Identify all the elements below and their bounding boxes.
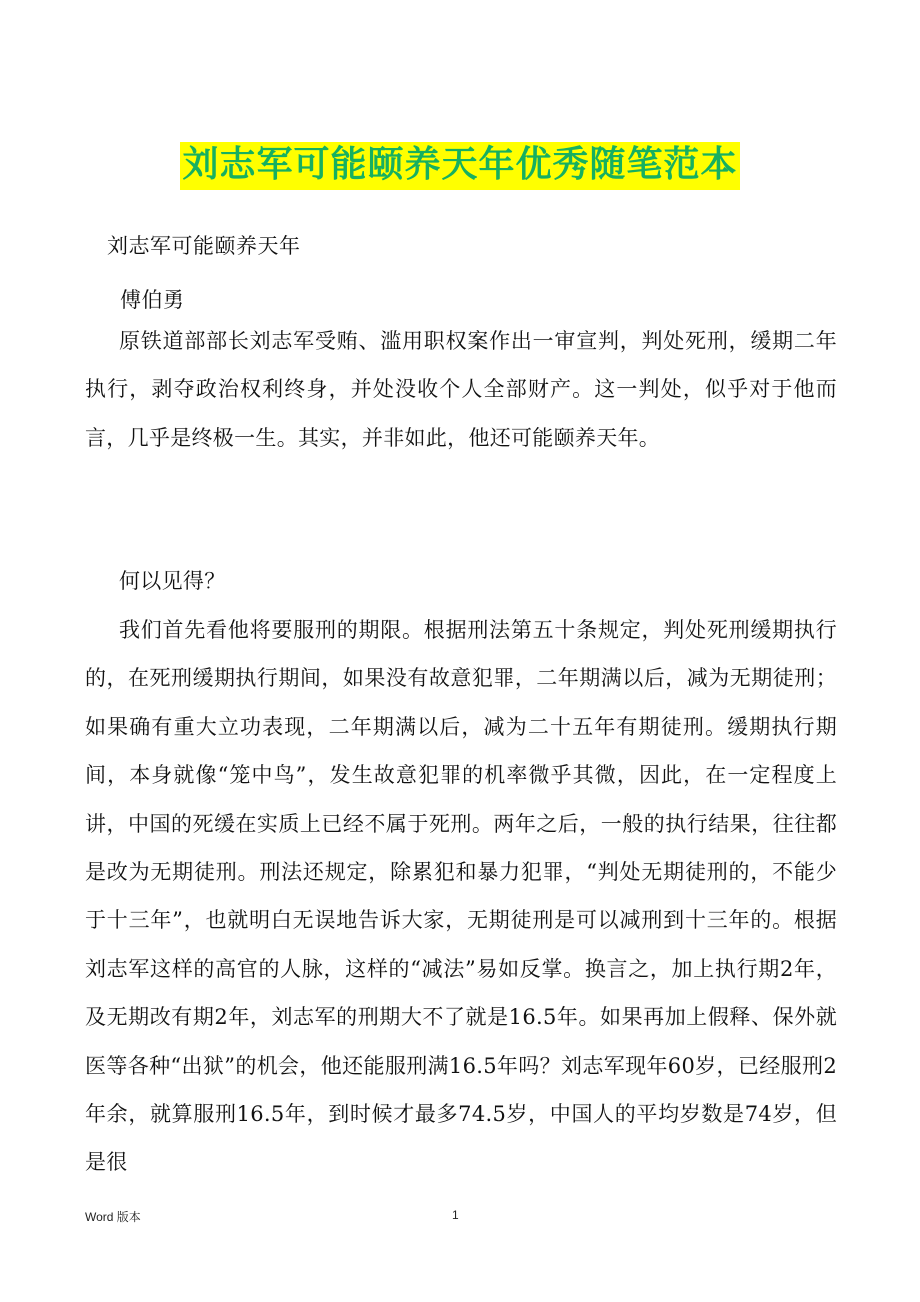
footer-label: Word 版本 (85, 1210, 141, 1224)
page-number: 1 (452, 1208, 459, 1222)
article-author: 傅伯勇 (120, 288, 185, 312)
page-title-text: 刘志军可能颐养天年优秀随笔范本 (180, 142, 739, 190)
body-paragraph: 原铁道部部长刘志军受贿、滥用职权案作出一审宣判，判处死刑，缓期二年执行，剥夺政治权利终身，并处没收个人全部财产。这一判处，似乎对于他而言，几乎是终极一生。其实，并非如此，他还可能颐养天年。 (85, 329, 837, 450)
body-paragraph: 我们首先看他将要服刑的期限。根据刑法第五十条规定，判处死刑缓期执行的，在死刑缓期执行期间，如果没有故意犯罪，二年期满以后，减为无期徒刑；如果确有重大立功表现，二年期满以后，减为二十五年有期徒刑。缓期执行期间，本身就像“笼中鸟”，发生故意犯罪的机率微乎其微，因此，在一定程度上讲，中国的死缓在实质上已经不属于死刑。两年之后，一般的执行结果，往往都是改为无期徒刑。刑法还规定，除累犯和暴力犯罪，“判处无期徒刑的，不能少于十三年”，也就明白无误地告诉大家，无期徒刑是可以减刑到十三年的。根据刘志军这样的高官的人脉，这样的“减法”易如反掌。换言之，加上执行期2年，及无期改有期2年，刘志军的刑期大不了就是16.5年。如果再加上假释、保外就医等各种“出狱”的机会，他还能服刑满16.5年吗？刘志军现年60岁，已经服刑2年余，就算服刑16.5年，到时候才最多74.5岁，中国人的平均岁数是74岁，但是很 (85, 618, 837, 1175)
article-subtitle: 刘志军可能颐养天年 (107, 234, 301, 258)
body-paragraph: 何以见得？ (119, 569, 226, 593)
page-title (0, 142, 920, 190)
